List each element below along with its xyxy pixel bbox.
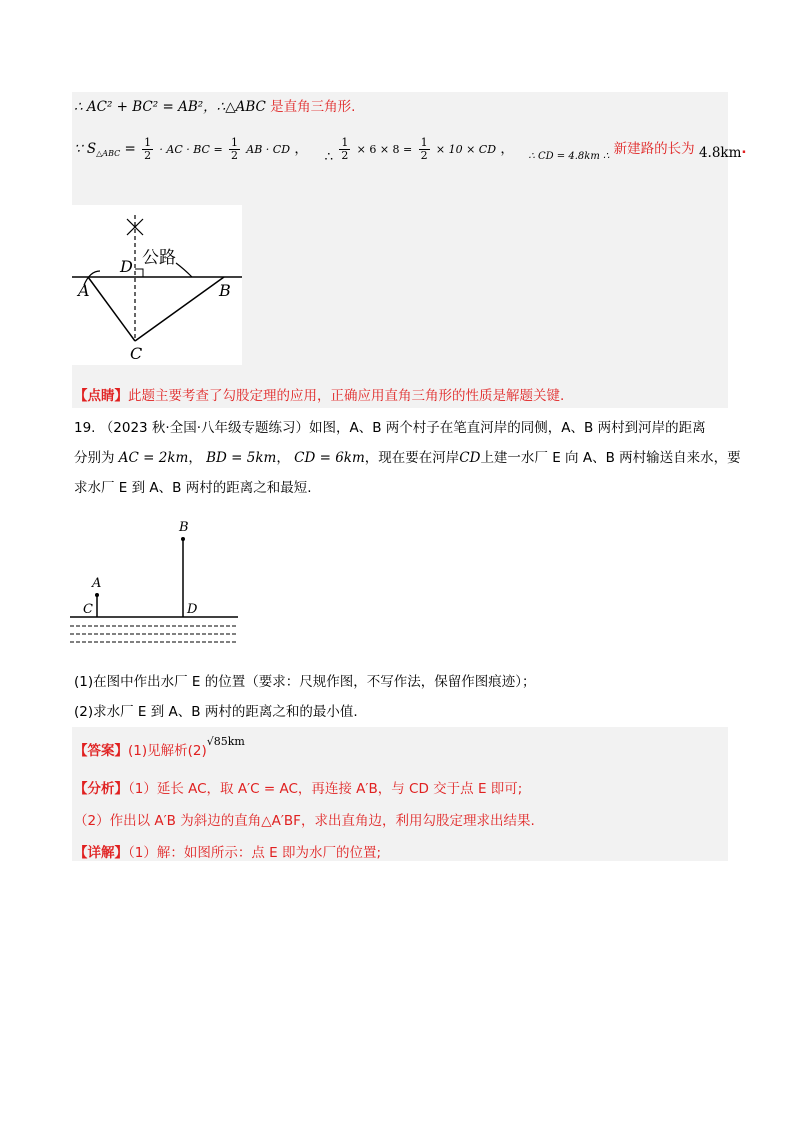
question-number: 19. [74,420,96,436]
analysis-line-2 [74,811,535,831]
distance-ac: AC = 2km [118,450,189,466]
fraction-half [339,137,350,162]
new-road-length-text: 新建路的长为 [613,141,695,157]
label-c: C [130,344,143,363]
fraction-numerator: 1 [341,135,349,149]
question-text-2b: ，现在要在河岸 [364,450,460,466]
question-source: （2023 秋·全国·八年级专题练习） [99,420,310,436]
question-text-1: 如图，A、B 两个村子在笔直河岸的同侧，A、B 两村到河岸的距离 [309,420,706,436]
question-text-2a: 分别为 [74,450,115,466]
analysis-line-1 [74,779,522,799]
fraction-half [419,137,430,162]
comma: ， [500,141,514,157]
cd-result: ∴ CD = 4.8km ∴ [528,151,610,162]
road-triangle-figure [72,205,242,365]
figure-background [72,205,242,365]
label-c: C [83,602,93,617]
fraction-denominator: 2 [341,148,349,162]
fraction-numerator: 1 [230,135,238,149]
area-symbol: ∵ S [74,141,97,157]
proof-line-1 [74,97,355,117]
fraction-denominator: 2 [144,148,152,162]
question-part-1 [74,672,535,692]
label-d: D [120,257,133,276]
fraction-numerator: 1 [144,135,152,149]
question-part-2-text: (2)求水厂 E 到 A、B 两村的距离之和的最小值. [74,704,358,720]
point-b [181,537,185,541]
proof-line-1-conclusion: 是直角三角形. [270,99,356,115]
distance-bd: BD = 5km [206,450,277,466]
question-line-3 [74,478,311,498]
road-label: 公路 [142,248,176,268]
detail-tag: 【详解】 [74,845,128,861]
answer-line [74,735,245,762]
area-subscript: △ABC [96,149,121,158]
area-expression-2: AB · CD [246,143,291,156]
key-point-line [74,386,564,406]
detail-line [74,843,381,863]
question-line-2: 分别为 AC = 2km， BD = 5km， CD = 6km，现在要在河岸CD上建一水厂 E 向 A、B 两村输送自来水，要 [74,450,741,466]
calculation-2: × 10 × CD [435,143,497,156]
detail-text: （1）解：如图所示：点 E 即为水厂的位置; [128,845,381,861]
label-d: D [187,602,198,617]
area-expression-1: · AC · BC = [159,143,223,156]
proof-line-1-math: ∴ AC² + BC² = AB²，∴△ABC [74,99,266,115]
riverbank-cd: CD [459,450,481,466]
question-part-2 [74,702,358,722]
label-a: A [92,576,102,591]
analysis-text-1: （1）延长 AC，取 A′C = AC，再连接 A′B，与 CD 交于点 E 即可; [128,781,523,797]
calculation-1: × 6 × 8 = [356,143,413,156]
answer-text: (1)见解析(2) [128,743,207,759]
question-text-3: 求水厂 E 到 A、B 两村的距离之和最短. [74,480,312,496]
equals-sign: = [124,141,136,157]
proof-line-2 [74,134,747,172]
question-part-1-text: (1)在图中作出水厂 E 的位置（要求：尺规作图，不写作法，保留作图痕迹）； [74,674,536,690]
river-villages-figure [70,515,245,650]
answer-tag: 【答案】 [74,743,128,759]
question-line-1 [74,418,706,438]
new-road-length-value: 4.8km [698,145,742,161]
label-a: A [78,281,90,300]
label-b: B [219,281,231,300]
label-b: B [179,520,189,535]
distance-cd: CD = 6km [294,450,365,466]
analysis-text-2: （2）作出以 A′B 为斜边的直角△A′BF，求出直角边，利用勾股定理求出结果. [74,813,535,829]
fraction-denominator: 2 [420,148,428,162]
analysis-tag: 【分析】 [74,781,128,797]
answer-sqrt-value: √85km [206,735,245,748]
key-point-text: 此题主要考查了勾股定理的应用，正确应用直角三角形的性质是解题关键. [128,388,565,404]
fraction-half [229,137,240,162]
fraction-denominator: 2 [230,148,238,162]
fraction-numerator: 1 [420,135,428,149]
question-text-2c: 上建一水厂 E 向 A、B 两村输送自来水，要 [480,450,741,466]
therefore-symbol: ∴ [324,149,334,165]
period: . [741,141,747,157]
fraction-half [142,137,153,162]
comma: ， [294,141,308,157]
key-point-tag: 【点睛】 [74,388,128,404]
point-a [95,593,99,597]
